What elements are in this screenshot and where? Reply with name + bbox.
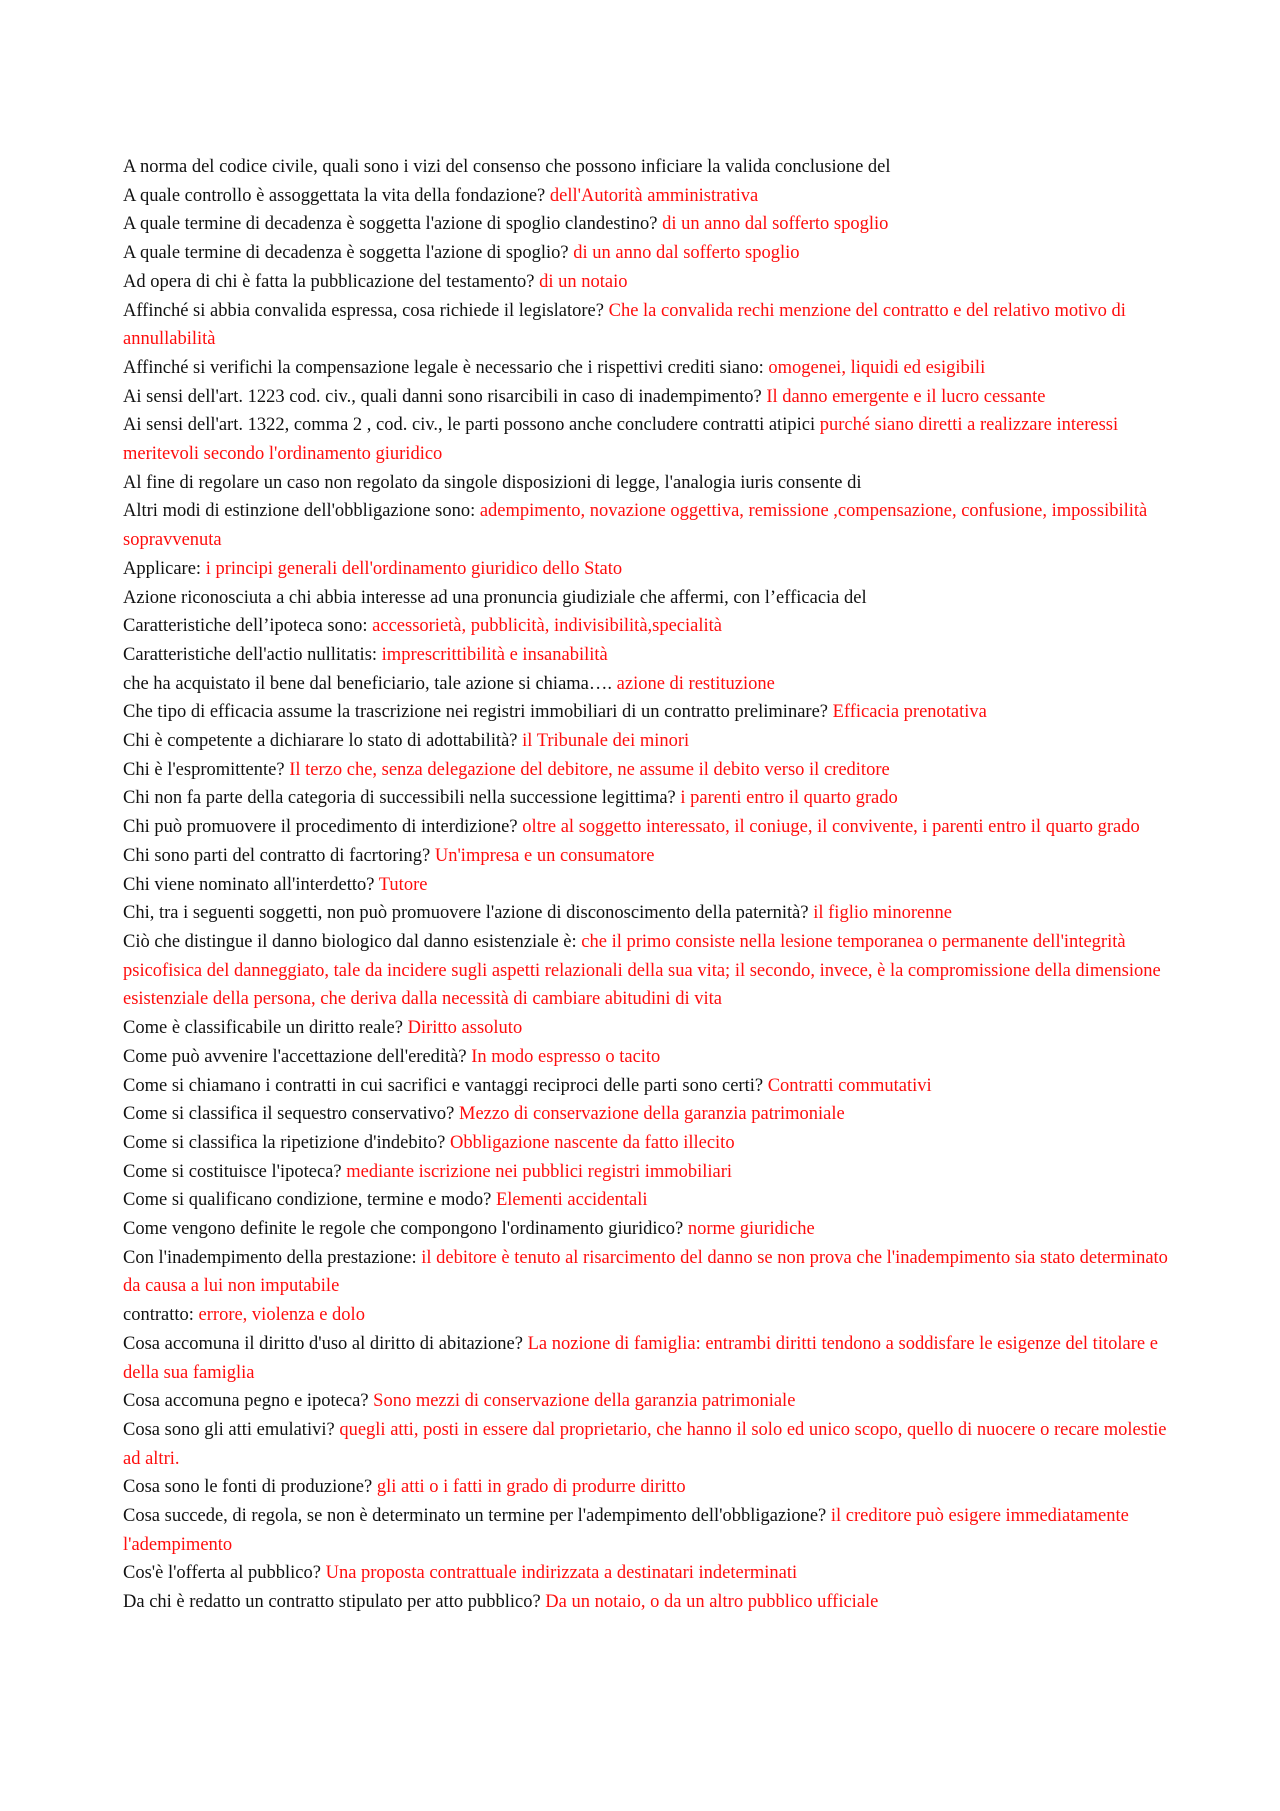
question-text: Chi è l'espromittente? bbox=[123, 759, 290, 780]
qa-entry bbox=[123, 1387, 1168, 1416]
question-text: Chi può promuovere il procedimento di interdizione? bbox=[123, 817, 523, 838]
answer-text: purché siano diretti a realizzare interessi meritevoli secondo l'ordinamento giuridico bbox=[123, 415, 1119, 465]
qa-entry bbox=[123, 784, 1168, 813]
answer-text: omogenei, liquidi ed esigibili bbox=[768, 357, 986, 378]
qa-entry bbox=[123, 1186, 1168, 1215]
question-text: Chi viene nominato all'interdetto? bbox=[123, 874, 379, 895]
question-text: Come si classifica la ripetizione d'indebito? bbox=[123, 1132, 450, 1153]
answer-text: Una proposta contrattuale indirizzata a destinatari indeterminati bbox=[325, 1563, 798, 1584]
answer-text: Diritto assoluto bbox=[407, 1018, 523, 1039]
qa-entry bbox=[123, 1244, 1168, 1301]
question-text: Che tipo di efficacia assume la trascrizione nei registri immobiliari di un contratto preliminare? bbox=[123, 702, 833, 723]
qa-entry bbox=[123, 1014, 1168, 1043]
qa-entry bbox=[123, 727, 1168, 756]
question-text: Ai sensi dell'art. 1223 cod. civ., quali danni sono risarcibili in caso di inadempimento? bbox=[123, 386, 767, 407]
question-text: Come si chiamano i contratti in cui sacrifici e vantaggi reciproci delle parti sono certi? bbox=[123, 1075, 768, 1096]
answer-text: mediante iscrizione nei pubblici registri immobiliari bbox=[346, 1161, 733, 1182]
qa-entry bbox=[123, 469, 1168, 498]
answer-text: dell'Autorità amministrativa bbox=[549, 185, 759, 206]
document-page bbox=[123, 153, 1168, 1617]
answer-text: adempimento, novazione oggettiva, remissione ,compensazione, confusione, impossibilità sopravvenuta bbox=[123, 501, 1148, 551]
question-text: Affinché si verifichi la compensazione legale è necessario che i rispettivi crediti siano: bbox=[123, 357, 769, 378]
qa-entry bbox=[123, 1301, 1168, 1330]
qa-entry bbox=[123, 497, 1168, 554]
qa-entry bbox=[123, 584, 1168, 613]
qa-entry bbox=[123, 182, 1168, 211]
answer-text: Il terzo che, senza delegazione del debitore, ne assume il debito verso il creditore bbox=[289, 759, 890, 780]
question-text: Al fine di regolare un caso non regolato da singole disposizioni di legge, l'analogia iuris consente di bbox=[123, 472, 862, 493]
qa-entry bbox=[123, 698, 1168, 727]
qa-entry bbox=[123, 641, 1168, 670]
question-text: Chi sono parti del contratto di facrtoring? bbox=[123, 845, 435, 866]
qa-entry bbox=[123, 1043, 1168, 1072]
question-text: Chi è competente a dichiarare lo stato di adottabilità? bbox=[123, 731, 523, 752]
answer-text: In modo espresso o tacito bbox=[471, 1046, 661, 1067]
answer-text: Sono mezzi di conservazione della garanzia patrimoniale bbox=[373, 1391, 796, 1412]
answer-text: Contratti commutativi bbox=[767, 1075, 932, 1096]
question-text: A norma del codice civile, quali sono i vizi del consenso che possono inficiare la valida conclusione del bbox=[123, 157, 891, 177]
question-text: A quale controllo è assoggettata la vita della fondazione? bbox=[123, 185, 550, 206]
question-text: Affinché si abbia convalida espressa, cosa richiede il legislatore? bbox=[123, 300, 609, 321]
answer-text: il creditore può esigere immediatamente l'adempimento bbox=[123, 1506, 1129, 1555]
question-text: Cos'è l'offerta al pubblico? bbox=[123, 1563, 326, 1584]
qa-entry bbox=[123, 411, 1168, 468]
qa-entry bbox=[123, 612, 1168, 641]
answer-text: gli atti o i fatti in grado di produrre diritto bbox=[376, 1477, 686, 1498]
qa-entry bbox=[123, 1330, 1168, 1387]
question-text: Come si costituisce l'ipoteca? bbox=[123, 1161, 347, 1182]
question-text: Caratteristiche dell'actio nullitatis: bbox=[123, 644, 382, 665]
answer-text: Obbligazione nascente da fatto illecito bbox=[449, 1132, 735, 1153]
qa-entry bbox=[123, 1416, 1168, 1473]
question-text: contratto: bbox=[123, 1305, 199, 1326]
qa-entry bbox=[123, 1100, 1168, 1129]
answer-text: accessorietà, pubblicità, indivisibilità,specialità bbox=[372, 616, 723, 637]
answer-text: Da un notaio, o da un altro pubblico ufficiale bbox=[545, 1592, 879, 1613]
question-text: Cosa accomuna pegno e ipoteca? bbox=[123, 1391, 374, 1412]
qa-entry bbox=[123, 1502, 1168, 1559]
answer-text: i principi generali dell'ordinamento giuridico dello Stato bbox=[205, 558, 623, 579]
answer-text: di un anno dal sofferto spoglio bbox=[662, 214, 889, 235]
answer-text: che il primo consiste nella lesione temporanea o permanente dell'integrità psicofisica del danneggiato, tale da incidere sugli aspetti relazionali della sua vita; il secondo, invece, è la compromissione della dimensione esistenziale della persona, che deriva dalla necessità di cambiare abitudini di vita bbox=[123, 931, 1161, 1010]
qa-entry bbox=[123, 813, 1168, 842]
question-text: Cosa sono le fonti di produzione? bbox=[123, 1477, 377, 1498]
answer-text: il debitore è tenuto al risarcimento del danno se non prova che l'inadempimento sia stato determinato da causa a lui non imputabile bbox=[123, 1247, 1168, 1297]
qa-entry bbox=[123, 268, 1168, 297]
question-text: Come vengono definite le regole che compongono l'ordinamento giuridico? bbox=[123, 1219, 688, 1240]
question-text: Chi, tra i seguenti soggetti, non può promuovere l'azione di disconoscimento della paternità? bbox=[123, 903, 814, 924]
question-text: Ad opera di chi è fatta la pubblicazione del testamento? bbox=[123, 271, 540, 292]
qa-entry bbox=[123, 1072, 1168, 1101]
question-text: Come si classifica il sequestro conservativo? bbox=[123, 1104, 459, 1125]
question-text: Ciò che distingue il danno biologico dal danno esistenziale è: bbox=[123, 931, 582, 952]
answer-text: oltre al soggetto interessato, il coniuge, il convivente, i parenti entro il quarto grado bbox=[522, 817, 1140, 838]
qa-entry bbox=[123, 239, 1168, 268]
question-text: Come si qualificano condizione, termine e modo? bbox=[123, 1190, 496, 1211]
qa-entry bbox=[123, 842, 1168, 871]
answer-text: Il danno emergente e il lucro cessante bbox=[766, 386, 1046, 407]
answer-text: di un anno dal sofferto spoglio bbox=[573, 243, 800, 264]
qa-entry bbox=[123, 383, 1168, 412]
qa-entry bbox=[123, 756, 1168, 785]
question-text: A quale termine di decadenza è soggetta l'azione di spoglio? bbox=[123, 243, 574, 264]
question-text: Azione riconosciuta a chi abbia interesse ad una pronuncia giudiziale che affermi, con l’efficacia del bbox=[123, 587, 867, 608]
question-text: Caratteristiche dell’ipoteca sono: bbox=[123, 616, 373, 637]
answer-text: imprescrittibilità e insanabilità bbox=[381, 644, 608, 665]
question-text: Cosa succede, di regola, se non è determinato un termine per l'adempimento dell'obbligazione? bbox=[123, 1506, 831, 1527]
answer-text: quegli atti, posti in essere dal proprietario, che hanno il solo ed unico scopo, quello di nuocere o recare molestie ad altri. bbox=[123, 1419, 1167, 1469]
qa-entry bbox=[123, 899, 1168, 928]
question-text: Altri modi di estinzione dell'obbligazione sono: bbox=[123, 501, 480, 522]
question-text: Ai sensi dell'art. 1322, comma 2 , cod. civ., le parti possono anche concludere contratti atipici bbox=[123, 415, 820, 436]
qa-entry bbox=[123, 354, 1168, 383]
qa-entry bbox=[123, 928, 1168, 1014]
question-text: Cosa sono gli atti emulativi? bbox=[123, 1419, 340, 1440]
qa-entry bbox=[123, 1473, 1168, 1502]
answer-text: di un notaio bbox=[539, 271, 628, 292]
question-text: Da chi è redatto un contratto stipulato per atto pubblico? bbox=[123, 1592, 546, 1613]
qa-entry bbox=[123, 1215, 1168, 1244]
qa-entry bbox=[123, 1588, 1168, 1617]
qa-entry bbox=[123, 1559, 1168, 1588]
question-text: Con l'inadempimento della prestazione: bbox=[123, 1247, 422, 1268]
answer-text: azione di restituzione bbox=[616, 673, 775, 694]
answer-text: Mezzo di conservazione della garanzia patrimoniale bbox=[459, 1104, 845, 1125]
question-text: che ha acquistato il bene dal beneficiario, tale azione si chiama…. bbox=[123, 673, 617, 694]
qa-entry bbox=[123, 1129, 1168, 1158]
answer-text: Elementi accidentali bbox=[495, 1190, 648, 1211]
qa-entry bbox=[123, 871, 1168, 900]
answer-text: il figlio minorenne bbox=[813, 903, 952, 924]
qa-entry bbox=[123, 555, 1168, 584]
question-text: Chi non fa parte della categoria di successibili nella successione legittima? bbox=[123, 788, 681, 809]
question-text: Come è classificabile un diritto reale? bbox=[123, 1018, 408, 1039]
answer-text: errore, violenza e dolo bbox=[198, 1305, 365, 1326]
answer-text: Efficacia prenotativa bbox=[832, 702, 987, 723]
answer-text: Che la convalida rechi menzione del contratto e del relativo motivo di annullabilità bbox=[123, 300, 1126, 350]
qa-entry bbox=[123, 670, 1168, 699]
qa-entry bbox=[123, 153, 1168, 182]
answer-text: Tutore bbox=[378, 874, 428, 895]
qa-entry bbox=[123, 210, 1168, 239]
answer-text: Un'impresa e un consumatore bbox=[434, 845, 655, 866]
qa-entry bbox=[123, 297, 1168, 354]
answer-text: La nozione di famiglia: entrambi diritti tendono a soddisfare le esigenze del titolare e della sua famiglia bbox=[123, 1333, 1158, 1383]
question-text: Cosa accomuna il diritto d'uso al diritto di abitazione? bbox=[123, 1333, 528, 1354]
answer-text: norme giuridiche bbox=[687, 1219, 815, 1240]
question-text: Applicare: bbox=[123, 558, 206, 579]
qa-entry bbox=[123, 1158, 1168, 1187]
answer-text: il Tribunale dei minori bbox=[522, 731, 690, 752]
question-text: Come può avvenire l'accettazione dell'eredità? bbox=[123, 1046, 472, 1067]
answer-text: i parenti entro il quarto grado bbox=[680, 788, 898, 809]
question-text: A quale termine di decadenza è soggetta l'azione di spoglio clandestino? bbox=[123, 214, 663, 235]
